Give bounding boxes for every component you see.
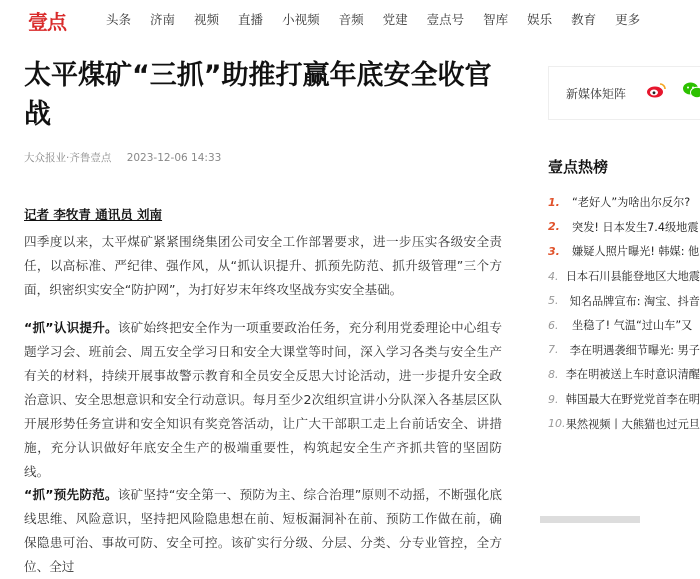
nav-item[interactable]: 壹点号 bbox=[427, 10, 465, 28]
nav-item[interactable]: 济南 bbox=[150, 10, 175, 28]
rank-number: 3. bbox=[548, 245, 572, 258]
article-source[interactable]: 大众报业·齐鲁壹点 bbox=[24, 152, 111, 164]
paragraph bbox=[24, 483, 502, 579]
paragraph-lead: “抓”认识提升。 bbox=[24, 320, 118, 335]
rank-number: 2. bbox=[548, 220, 572, 233]
nav-item[interactable]: 智库 bbox=[483, 10, 508, 28]
hot-item-text: 果然视频丨大熊猫也过元旦 bbox=[566, 416, 700, 432]
nav-item[interactable]: 娱乐 bbox=[527, 10, 552, 28]
hot-item-text: “老好人”为啥出尔反尔? bbox=[572, 194, 690, 210]
media-matrix-label: 新媒体矩阵 bbox=[566, 85, 626, 102]
rank-number: 4. bbox=[548, 270, 566, 283]
title-line-1: 太平煤矿“三抓”助推打赢年底安全收官 bbox=[24, 60, 492, 91]
hot-list-item[interactable] bbox=[548, 313, 700, 338]
title-line-2: 战 bbox=[24, 99, 51, 130]
nav-item[interactable]: 头条 bbox=[106, 10, 131, 28]
hot-item-text: 李在明遇袭细节曝光: 男子 bbox=[570, 342, 700, 358]
paragraph: 四季度以来，太平煤矿紧紧围绕集团公司安全工作部署要求，进一步压实各级安全责任，以高标准、严纪律、强作风，从“抓认识提升、抓预先防范、抓升级管理”三个方面，织密织实安全“防护网”，为打好岁末年终攻坚战夯实安全基础。 bbox=[24, 230, 502, 302]
hot-list bbox=[548, 190, 700, 436]
hot-item-text: 突发! 日本发生7.4级地震 bbox=[572, 219, 699, 235]
hot-list-item[interactable] bbox=[548, 338, 700, 363]
rank-number: 8. bbox=[548, 368, 566, 381]
rank-number: 1. bbox=[548, 196, 572, 209]
hot-list-item[interactable] bbox=[548, 362, 700, 387]
weibo-icon[interactable] bbox=[646, 82, 666, 98]
article-meta bbox=[24, 150, 221, 165]
nav-item[interactable]: 视频 bbox=[194, 10, 219, 28]
rank-number: 5. bbox=[548, 294, 570, 307]
article bbox=[24, 56, 504, 134]
rank-number: 10. bbox=[548, 417, 566, 430]
article-title bbox=[24, 56, 504, 134]
hot-list-item[interactable] bbox=[548, 190, 700, 215]
nav-item[interactable]: 更多 bbox=[615, 10, 640, 28]
byline: 记者 李牧青 通讯员 刘南 bbox=[24, 205, 162, 223]
top-navigation bbox=[0, 0, 700, 38]
nav-item[interactable]: 直播 bbox=[238, 10, 263, 28]
hot-list-item[interactable] bbox=[548, 264, 700, 289]
channel-nav bbox=[106, 10, 659, 28]
bottom-toolbar bbox=[540, 516, 640, 523]
hot-item-text: 坐稳了! 气温“过山车”又 bbox=[572, 317, 692, 333]
wechat-icon[interactable] bbox=[682, 81, 700, 99]
nav-item[interactable]: 音频 bbox=[339, 10, 364, 28]
nav-item[interactable]: 教育 bbox=[571, 10, 596, 28]
hot-list-item[interactable] bbox=[548, 239, 700, 264]
nav-item[interactable]: 小视频 bbox=[282, 10, 320, 28]
media-matrix bbox=[548, 66, 700, 120]
hot-item-text: 知名品牌宣布: 淘宝、抖音 bbox=[570, 293, 700, 309]
hot-item-text: 嫌疑人照片曝光! 韩媒: 他 bbox=[572, 243, 699, 259]
hot-list-item[interactable] bbox=[548, 288, 700, 313]
hot-item-text: 韩国最大在野党党首李在明 bbox=[566, 391, 700, 407]
hot-list-item[interactable] bbox=[548, 387, 700, 412]
paragraph bbox=[24, 316, 502, 484]
rank-number: 9. bbox=[548, 393, 566, 406]
rank-number: 7. bbox=[548, 343, 570, 356]
site-logo[interactable]: 壹点 bbox=[28, 6, 66, 35]
nav-item[interactable]: 党建 bbox=[383, 10, 408, 28]
hot-list-item[interactable] bbox=[548, 411, 700, 436]
hot-list-title: 壹点热榜 bbox=[548, 156, 608, 177]
hot-item-text: 李在明被送上车时意识清醒 bbox=[566, 366, 700, 382]
paragraph-body: 该矿始终把安全作为一项重要政治任务，充分利用党委理论中心组专题学习会、班前会、周五安全学习日和安全大课堂等时间，深入学习各类与安全生产有关的材料，持续开展事故警示教育和全员安全反思大讨论活动，进一步提升安全政治意识、安全思想意识和安全行动意识。每月至少2次组织宣讲小分队深入各基层区队开展形势任务宣讲和安全知识有奖竞答活动，让广大干部职工走上台前话安全、讲措施，充分认识做好年底安全生产的极端重要性，构筑起安全生产齐抓共管的坚固防线。 bbox=[24, 320, 502, 479]
paragraph-lead: “抓”预先防范。 bbox=[24, 487, 118, 502]
hot-item-text: 日本石川县能登地区大地震 bbox=[566, 268, 700, 284]
paragraph-body: 该矿坚持“安全第一、预防为主、综合治理”原则不动摇，不断强化底线思维、风险意识，坚持把风险隐患想在前、短板漏洞补在前、预防工作做在前，确保隐患可治、事故可防、安全可控。该矿实行分级、分层、分类、分专业管控，全方位、全过 bbox=[24, 487, 502, 574]
publish-date: 2023-12-06 14:33 bbox=[127, 152, 222, 164]
hot-list-item[interactable] bbox=[548, 215, 700, 240]
rank-number: 6. bbox=[548, 319, 572, 332]
